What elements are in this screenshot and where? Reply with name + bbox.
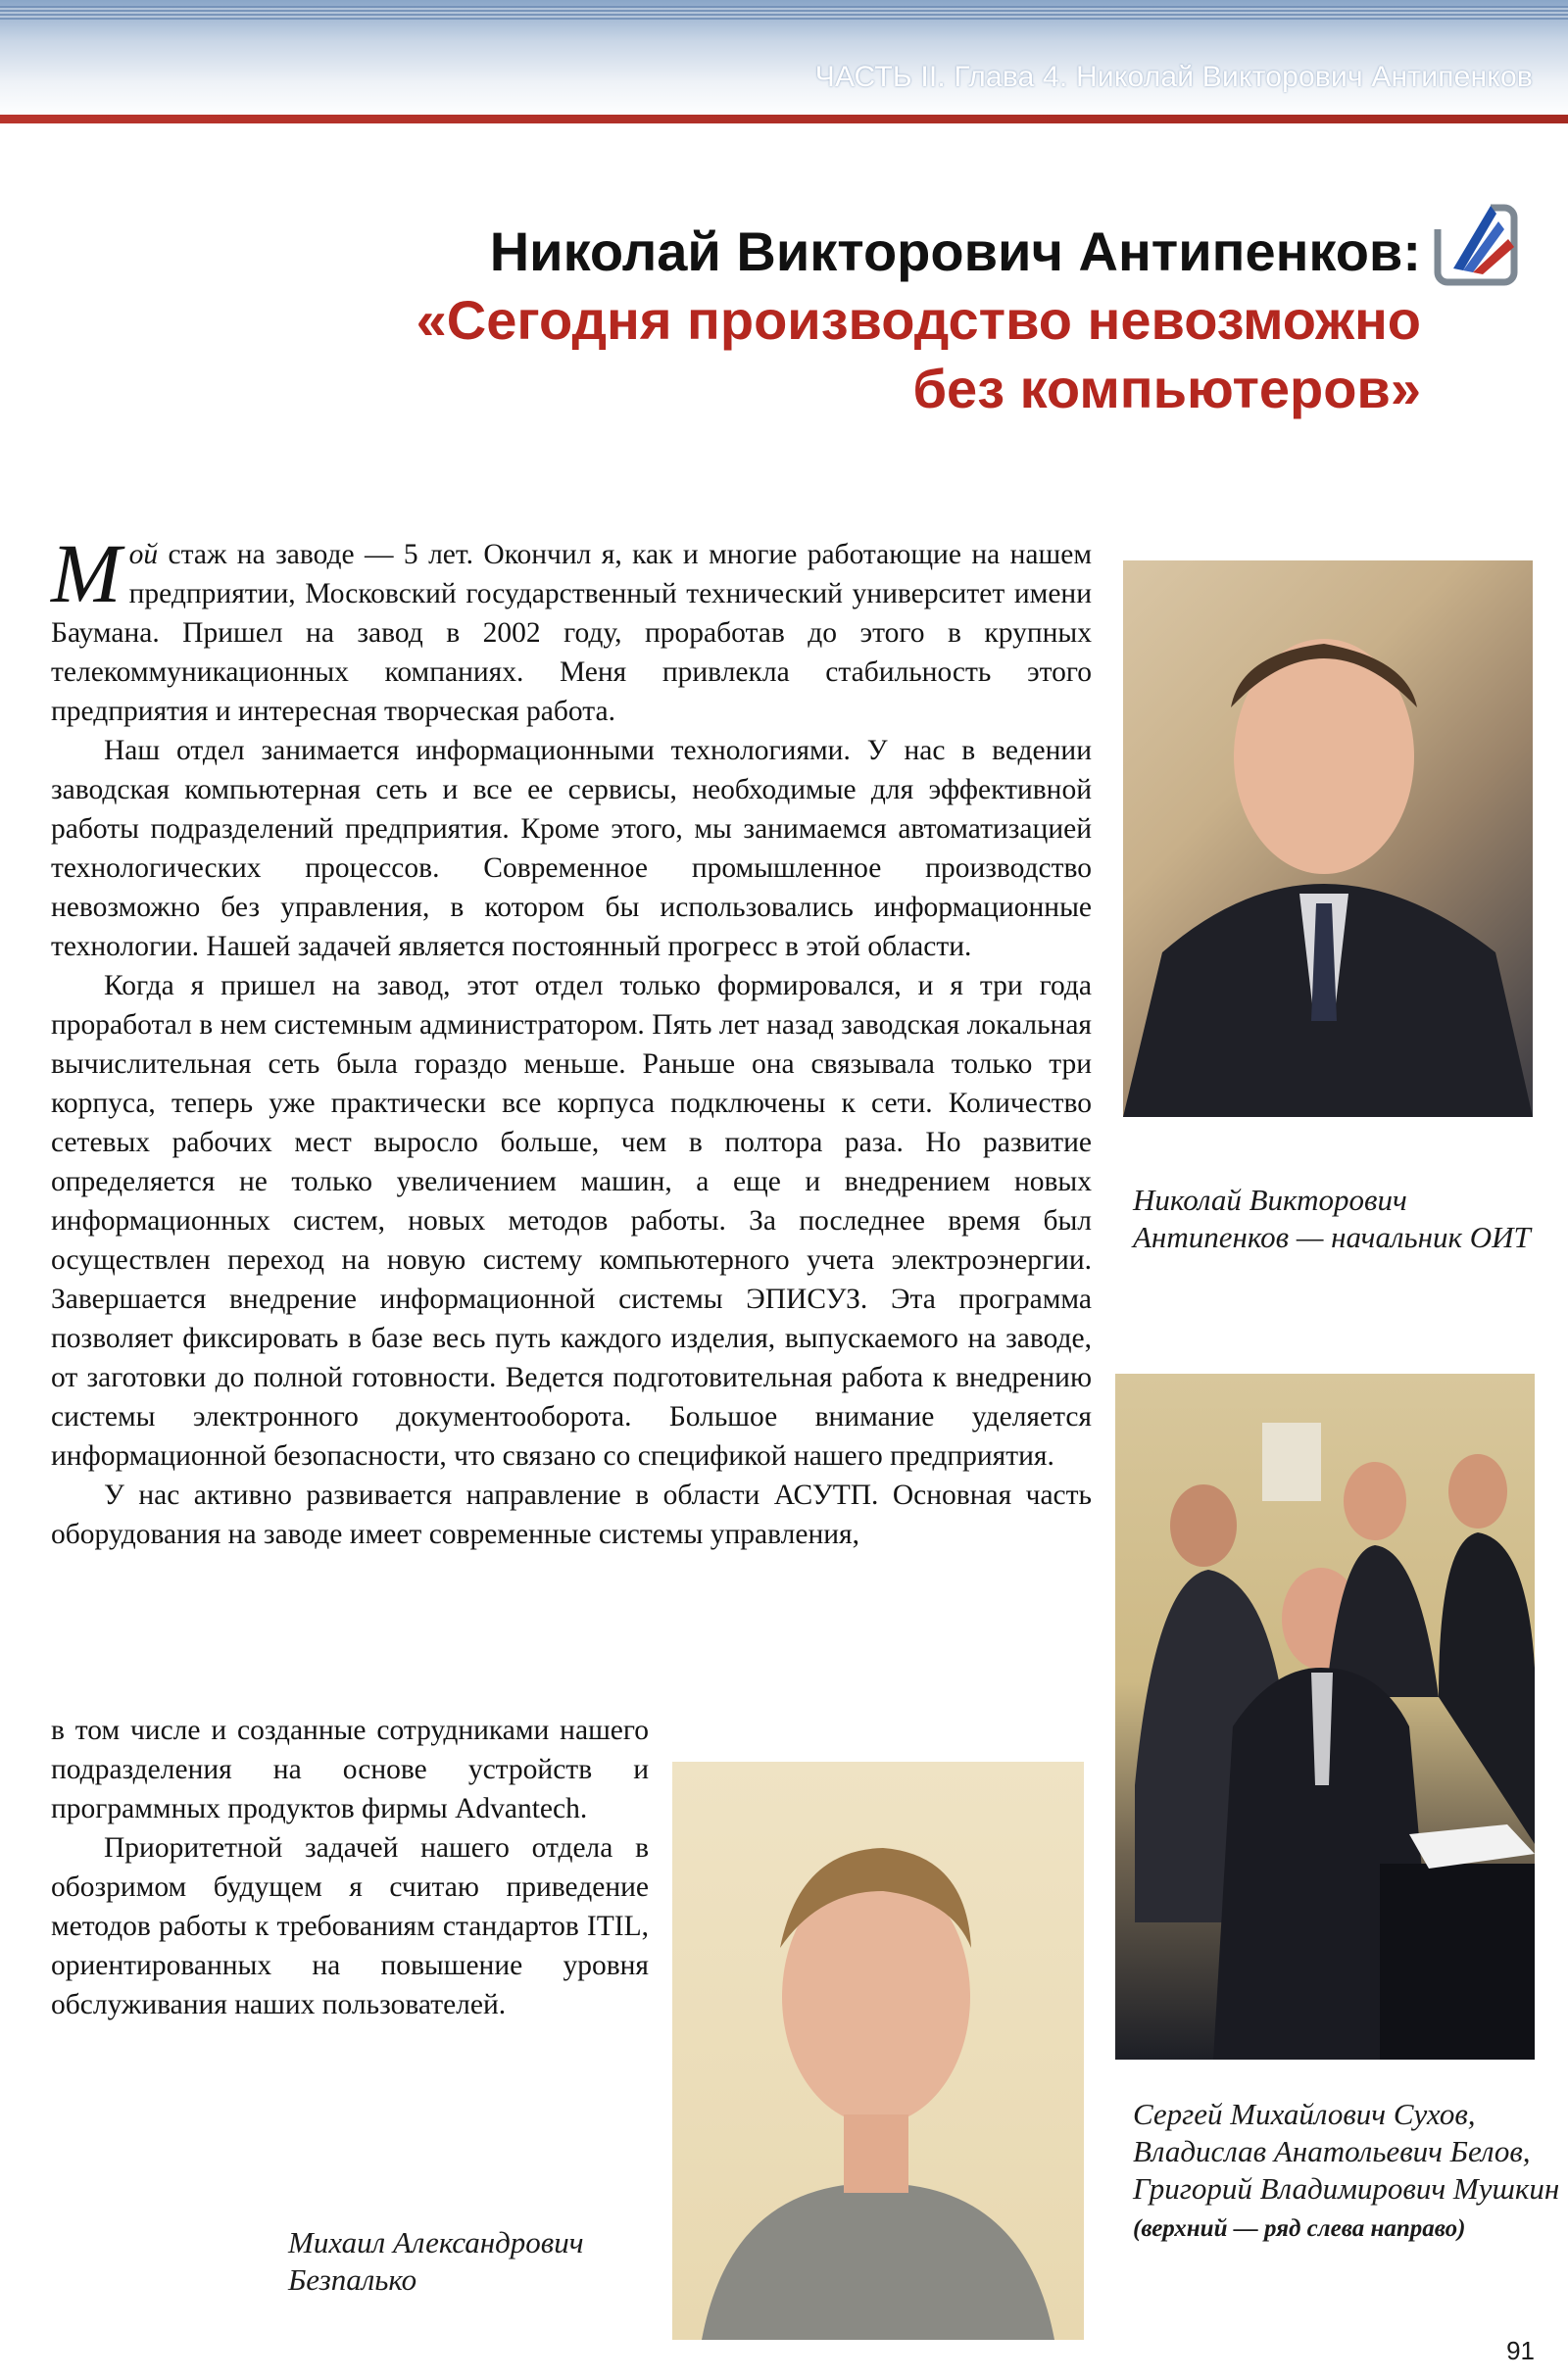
title-line-name: Николай Викторович Антипенков: [489,220,1421,282]
paragraph-3: Когда я пришел на завод, этот отдел только формировался, и я три года проработал в нем системным администратором. Пять лет назад заводская локальная вычислительная сеть была гораздо меньше. Раньше она связывала только три корпуса, теперь уже практически все корпуса подключены к сети. Количество сетевых рабочих мест выросло больше, чем в полтора раза. Но развитие определяется не только увеличением машин, а еще и внедрением новых информационных систем, новых методов работы. За последнее время был осуществлен переход на новую систему компьютерного учета электроэнергии. Завершается внедрение информационной системы ЭПИСУЗ. Эта программа позволяет фиксировать в базе весь путь каждого изделия, выпускаемого на заводе, от заготовки до полной готовности. Ведется подготовительная работа к внедрению системы электронного документооборота. Большое внимание уделяется информационной безопасности, что связано со спецификой нашего предприятия. [51,970,1092,1472]
portrait-figure [1123,560,1533,1117]
group-photo [1115,1374,1535,2060]
caption-antipenkov: Николай Викторович Антипенков — начальник ОИТ [1133,1183,1531,1254]
article-body [51,526,1092,1554]
header-stripe [0,6,1568,20]
drop-cap: М [51,526,122,620]
portrait-figure-2 [672,1762,1084,2340]
caption-group-note: (верхний — ряд слева направо) [1133,2215,1466,2242]
portrait-photo-antipenkov [1123,560,1533,1117]
group-figures [1115,1374,1535,2060]
running-head: ЧАСТЬ II. Глава 4. Николай Викторович Антипенков [814,61,1533,93]
caption-group [1133,2096,1564,2248]
title-line-quote-1: «Сегодня производство невозможно [416,289,1421,351]
article-title [343,218,1421,423]
page-number: 91 [1506,2336,1535,2365]
paragraph-5: Приоритетной задачей нашего отдела в обозримом будущем я считаю приведение методов работы к требованиям стандартов ITIL, ориентированных на повышение уровня обслуживания наших пользователей. [51,1832,649,2020]
paragraph-1-text: стаж на заводе — 5 лет. Окончил я, как и многие работающие на нашем предприятии, Московский государственный технический университет имени Баумана. Пришел на завод в 2002 году, проработав до этого в крупных телекоммуникационных компаниях. Меня привлекла стабильность этого предприятия и интересная творческая работа. [51,539,1092,727]
caption-group-names: Сергей Михайлович Сухов, Владислав Анатольевич Белов, Григорий Владимирович Мушкин [1133,2097,1560,2206]
header-rule [0,115,1568,123]
portrait-photo-bezpalko [672,1762,1084,2340]
paragraph-2: Наш отдел занимается информационными технологиями. У нас в ведении заводская компьютерная сеть и все ее сервисы, необходимые для эффективной работы подразделений предприятия. Кроме этого, мы занимаемся автоматизацией технологических процессов. Современное промышленное производство невозможно без управления, в котором бы использовались информационные технологии. Нашей задачей является постоянный прогресс в этой области. [51,735,1092,962]
paragraph-1 [51,526,1092,731]
paragraph-4-wide: У нас активно развивается направление в области АСУТП. Основная часть оборудования на заводе имеет современные системы управления, [51,1480,1092,1550]
paragraph-4-narrow: в том числе и созданные сотрудниками нашего подразделения на основе устройств и программных продуктов фирмы Advantech. [51,1715,649,1824]
header-band [0,0,1568,118]
drop-cap-continuation: ой [128,539,159,570]
title-line-quote-2: без компьютеров» [912,358,1421,419]
caption-bezpalko: Михаил Александрович Безпалько [288,2225,584,2297]
logo-icon [1434,200,1522,288]
article-body-narrow [51,1711,649,2024]
